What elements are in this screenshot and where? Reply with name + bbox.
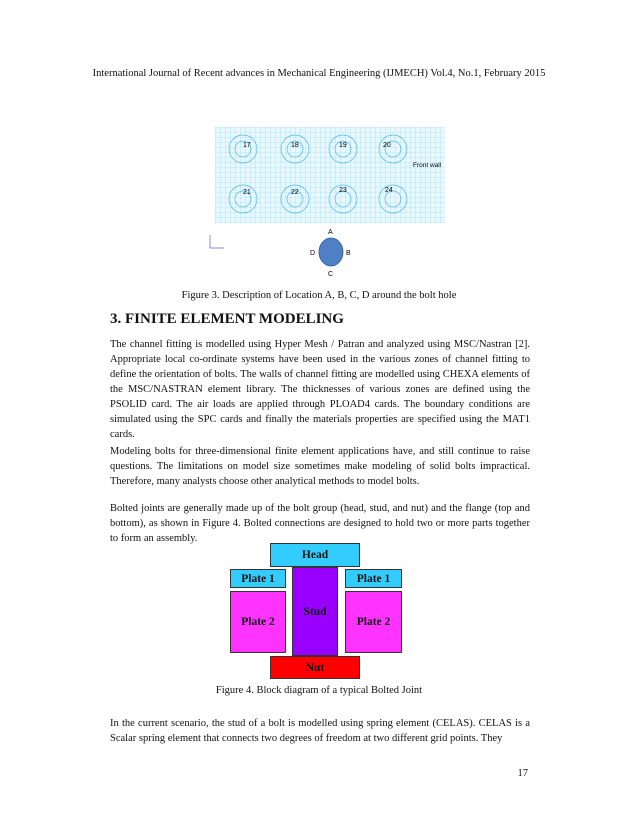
- location-b-label: B: [346, 250, 351, 257]
- bolt-nut-block: Nut: [270, 656, 360, 679]
- section-heading: 3. FINITE ELEMENT MODELING: [110, 311, 344, 327]
- paragraph-fe-modeling: The channel fitting is modelled using Hyper Mesh / Patran and analyzed using MSC/Nastran [2]. Appropriate local co-ordinate systems have been used in the various zones of channel fitting to define the orientation of bolts. The walls of channel fitting are modelled using CHEXA elements of the MSC/NASTRAN element library. The thicknesses of various zones are defined using the PSOLID card. The air loads are applied through PLOAD4 cards. The boundary conditions are simulated using the SPC cards and finally the materials properties are specified using the MAT1 cards.: [110, 339, 530, 440]
- location-a-label: A: [328, 229, 333, 236]
- front-wall-label: Front wall: [413, 162, 442, 169]
- mesh-label-22: 22: [291, 189, 299, 196]
- paragraph-bolt-modeling: Modeling bolts for three-dimensional finite element applications have, and still continue to raise questions. The limitations on model size sometimes make modeling of solid bolts impractical. Therefore, many analysts choose other analytical methods to model bolts.: [110, 446, 530, 487]
- plate2-right-block: Plate 2: [345, 591, 402, 653]
- plate1-left-block: Plate 1: [230, 569, 286, 588]
- paragraph-celas: In the current scenario, the stud of a bolt is modelled using spring element (CELAS). CELAS is a Scalar spring element that connects two degrees of freedom at two different grid points. They: [110, 718, 530, 744]
- figure4-caption: Figure 4. Block diagram of a typical Bolted Joint: [215, 685, 423, 696]
- mesh-label-17: 17: [243, 142, 251, 149]
- figure3-caption: Figure 3. Description of Location A, B, C, D around the bolt hole: [181, 290, 457, 301]
- page-number: 17: [517, 768, 528, 779]
- plate1-right-block: Plate 1: [345, 569, 402, 588]
- bolt-hole-diagram: [180, 222, 380, 282]
- location-c-label: C: [328, 271, 334, 278]
- mesh-label-19: 19: [339, 142, 347, 149]
- bolt-head-block: Head: [270, 543, 360, 567]
- mesh-label-20: 20: [383, 142, 391, 149]
- plate2-left-block: Plate 2: [230, 591, 286, 653]
- bolt-hole-circle: [319, 238, 343, 266]
- journal-header: International Journal of Recent advances in Mechanical Engineering (IJMECH) Vol.4, No.1, February 2015: [92, 68, 546, 79]
- mesh-label-24: 24: [385, 187, 393, 194]
- mesh-figure: [215, 127, 445, 223]
- bolt-stud-block: Stud: [292, 567, 338, 656]
- location-d-label: D: [310, 250, 316, 257]
- axis-triad-icon: [210, 235, 224, 248]
- mesh-label-21: 21: [243, 189, 251, 196]
- paragraph-bolted-joints: Bolted joints are generally made up of the bolt group (head, stud, and nut) and the flange (top and bottom), as shown in Figure 4. Bolted connections are designed to hold two or more parts together to form an assembly.: [110, 503, 530, 544]
- mesh-label-23: 23: [339, 187, 347, 194]
- mesh-label-18: 18: [291, 142, 299, 149]
